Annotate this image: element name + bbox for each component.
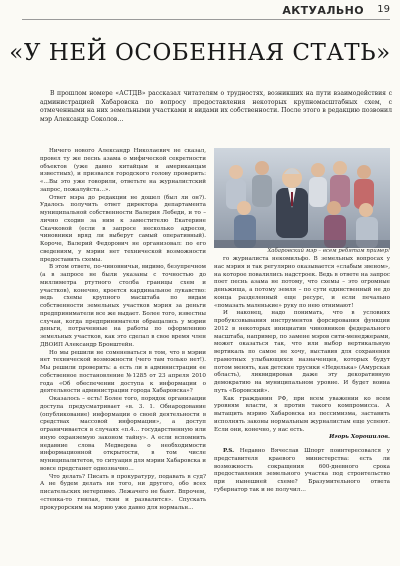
paragraph: Ответ мэра до редакции не дошел (был ли он?). Удалось получить ответ директора департамента муниципальной собственности Валерия Лебеди, и то – лично сходив за ним к заместителю Екатерине Скачковой (если в запросе несколько адресов, чиновники вряд ли выберут самый оперативный). Короче, Валерий Федорович не организовал: по его сведениям, у мэрии нет технической возможности предоставить схемы. bbox=[40, 194, 206, 263]
article-column-left bbox=[40, 148, 206, 558]
postscript bbox=[214, 448, 390, 495]
page-number: 19 bbox=[377, 4, 390, 15]
section-label: АКТУАЛЬНО bbox=[282, 4, 364, 17]
photo-caption: Хабаровский мэр – всем ребятам пример! bbox=[267, 248, 390, 254]
paragraph: го журналиста некомильфо. В земельных вопросах у нас мэрия и так регулярно оказывается «слабым звеном», на которое повалились надстроек. Ведь в ответе на запрос поет песнь азама не потому, что схемы – это огромные деньжища, а потому земля – по сути единственный не до конца разделенный еще ресурс, и если печально «помазать маленькие» руку по нею отнимают! bbox=[214, 256, 390, 309]
paragraph: И наконец, надо понимать, что в условиях пробуксовывания инструментов форсирования функции 2012 в некоторых инициатив чиновников федерального масштаба, например, по замене мэров сити-менеджерами, может оказаться так, что или выбор вертикальную вертикаль по самое не хочу, выставив для сохранения грамотных улыбающихся назначенцев, которых будут потом менять, как детские трусики «Неделька» (Амурская область), ликвидировав даже эту декоративную демократию на муниципальном уровне. И будет воина путь «Боровский». bbox=[214, 310, 390, 394]
article-lead: В прошлом номере «АСТДВ» рассказал читателям о трудностях, возникших на пути взаимодействия с администрацией Хабаровска по вопросу предоставления некоторых крупномасштабных схем, с отмеченными на них земельными участками и видами их собственности. После этого в редакцию позвонил мэр Александр Соколов… bbox=[40, 90, 392, 123]
paragraph: Как гражданин РФ, при всем уважении ко всем уровням власти, я против такого компромисса. А вытащить мэрию Хабаровска из пессимизма, заставить исполнять законы нормальным журналистам еще успеют. Если они, конечно, у нас есть. bbox=[214, 395, 390, 433]
paragraph: Что делать? Писать в прокуратуру, подавать в суд? А не будем делать ни того, ни другого, обо всех писательских нетерпимо. Лежачего не бьют. Впрочем, «стенка-то гнилая, ткни и развалится». Спускать прокурорским на мэрию уже давно для нормальн... bbox=[40, 473, 206, 511]
article-photo bbox=[214, 148, 390, 248]
page-header bbox=[0, 0, 400, 20]
paragraph: Ничего нового Александр Николаевич не сказал, провел ту же песнь азама о мифической секретности объектов (уже давно китайцам и американцам известных), и призвался городского голову проверить: «…Вы это уже говорили, ответьте на журналистский запрос, пожалуйста…». bbox=[40, 148, 206, 193]
author-signature: Игорь Хорошилов. bbox=[329, 434, 390, 441]
postscript-label: P.S. bbox=[223, 448, 235, 454]
paragraph: Оказалось – есть! Более того, порядок организации доступа предусматривает «в. 3. 1. Обнародование (опубликование) информации о своей деятельности в средствах массовой информации», а доступ ограничивается в случаях «п.4… государственную или иную охраняемую законом тайну». А если вспомнить недавние слова Медведева о необходимости информационной открытости, в том числе муниципалитетов, то ситуация для мэрии Хабаровска и вовсе предстанет однозначно… bbox=[40, 396, 206, 472]
header-divider bbox=[22, 19, 390, 20]
paragraph: В этом ответе, по-чиновничьи, видимо, безупречном (а в запросе не были указаны с точностью до миллиметра ртутного столба границы схем и участков), конечно, кроется кардинальное лукавство: ведь схемы крупного масштаба по видам собственности земельных участков мэрия за деньги предприниматели все же выдает. Более того, известны случаи, когда предприниматели обращались у мэрии деньги, потраченные на работы по оформлению земельных участков, как это сделал в свое время член ДВОИП Александр Бронштейн. bbox=[40, 264, 206, 348]
postscript-text: Недавно Вячеслав Шпорт поинтересовался у представителя краевого министерства: есть ли возможность сокращения 600-дневного срока предоставления земельного участка под строительство при нынешней схеме? Бразумительного ответа губернатор так и не получил… bbox=[214, 448, 390, 493]
article-column-right bbox=[214, 256, 390, 558]
article-headline: «У НЕЙ ОСОБЕННАЯ СТАТЬ» bbox=[9, 40, 391, 66]
paragraph: Но мы решили не соменеваться в том, что в мэрии нет технической возможности (чего там только нет!). Мы решили проверить: а есть ли в администрации ее собственное постановление №1285 от 23 апреля 2010 года «Об обеспечении доступа к информации о деятельности администрации города Хабаровска»? bbox=[40, 349, 206, 395]
photo-illustration bbox=[214, 148, 390, 248]
